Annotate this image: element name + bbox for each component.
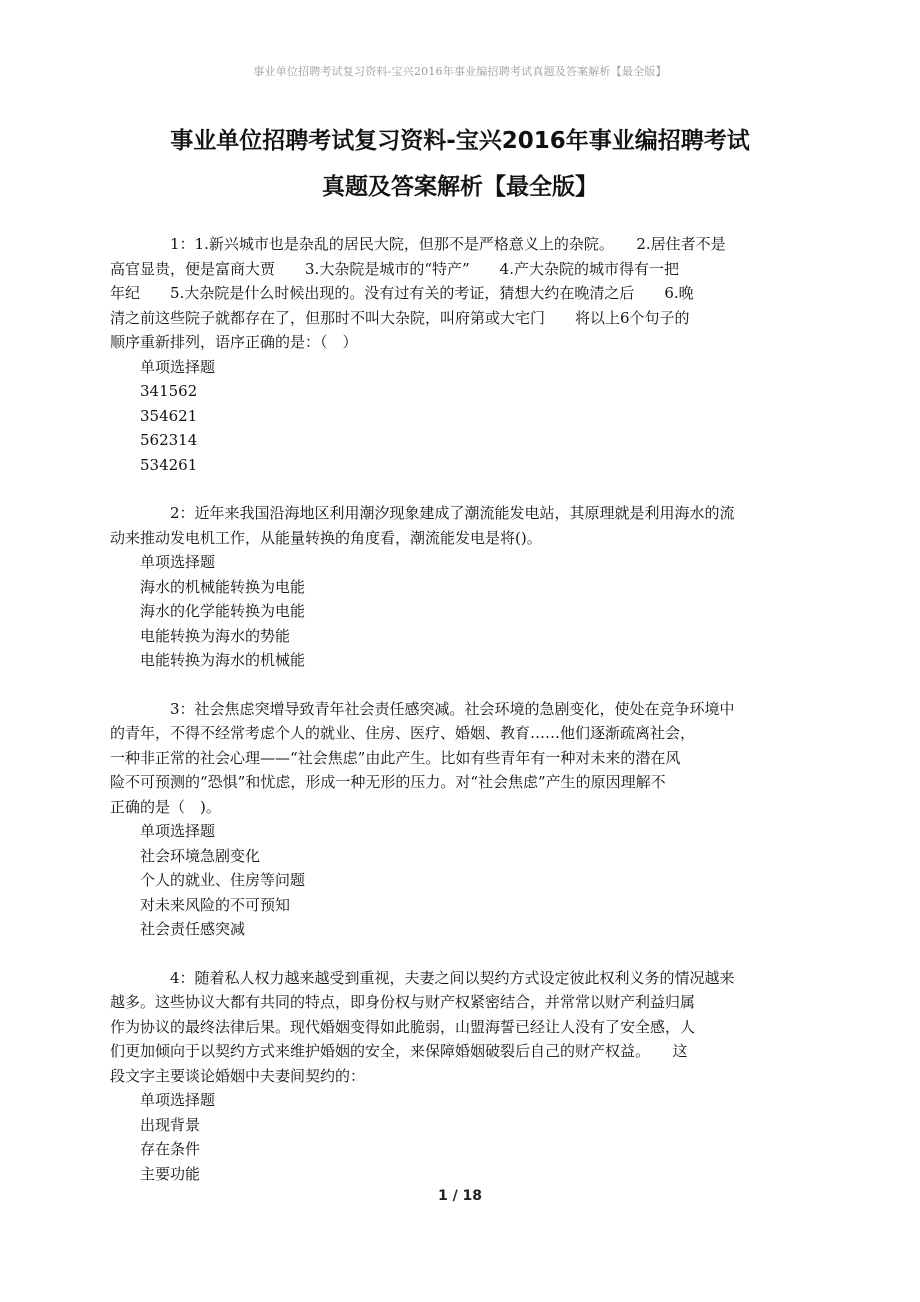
question-type-label: 单项选择题 bbox=[140, 357, 216, 376]
answer-option: 社会环境急剧变化 bbox=[140, 846, 261, 865]
answer-option: 341562 bbox=[140, 382, 198, 400]
question-type-label: 单项选择题 bbox=[140, 822, 216, 840]
question-block bbox=[110, 966, 782, 1187]
running-header: 事业单位招聘考试复习资料-宝兴2016年事业编招聘考试真题及答案解析【最全版】 bbox=[253, 65, 667, 78]
question-stem-line: 们更加倾向于以契约方式来维护婚姻的安全，来保障婚姻破裂后自己的财产权益。 这 bbox=[110, 1042, 688, 1060]
question-stem bbox=[110, 232, 782, 355]
answer-option: 主要功能 bbox=[140, 1164, 201, 1183]
question-stem-line: 年纪 5.大杂院是什么时候出现的。没有过有关的考证，猜想大约在晚清之后 6.晚 bbox=[110, 284, 694, 302]
question-stem-line: 1：1.新兴城市也是杂乱的居民大院，但那不是严格意义上的杂院。 2.居住者不是 bbox=[170, 235, 726, 253]
answer-option: 海水的机械能转换为电能 bbox=[140, 577, 306, 596]
question-stem-line: 作为协议的最终法律后果。现代婚姻变得如此脆弱，山盟海誓已经让人没有了安全感，人 bbox=[110, 1017, 696, 1036]
option-list bbox=[140, 1113, 782, 1187]
question-stem-line: 一种非正常的社会心理——“社会焦虑”由此产生。比如有些青年有一种对未来的潜在风 bbox=[110, 748, 681, 767]
question-stem bbox=[110, 966, 782, 1089]
question-stem-line: 清之前这些院子就都存在了，但那时不叫大杂院，叫府第或大宅门 将以上6个句子的 bbox=[110, 308, 690, 327]
document-title-line-2: 真题及答案解析【最全版】 bbox=[322, 174, 598, 200]
page-indicator: 1 / 18 bbox=[437, 1188, 483, 1204]
question-stem-line: 动来推动发电机工作，从能量转换的角度看，潮流能发电是将()。 bbox=[110, 528, 542, 547]
question-stem-line: 正确的是（ )。 bbox=[110, 797, 221, 816]
document-title-line-1: 事业单位招聘考试复习资料-宝兴2016年事业编招聘考试 bbox=[170, 128, 750, 154]
question-stem-line: 的青年，不得不经常考虑个人的就业、住房、医疗、婚姻、教育……他们逐渐疏离社会， bbox=[110, 724, 696, 742]
answer-option: 562314 bbox=[140, 431, 198, 449]
question-block bbox=[110, 501, 782, 673]
answer-option: 电能转换为海水的势能 bbox=[140, 626, 291, 645]
question-stem-line: 段文字主要谈论婚姻中夫妻间契约的： bbox=[110, 1066, 366, 1085]
option-list bbox=[140, 379, 782, 477]
question-stem-line: 顺序重新排列，语序正确的是：（ ） bbox=[110, 333, 358, 351]
question-stem-line: 2：近年来我国沿海地区利用潮汐现象建成了潮流能发电站，其原理就是利用海水的流 bbox=[170, 504, 735, 522]
answer-option: 社会责任感突减 bbox=[140, 920, 246, 938]
question-stem-line: 4：随着私人权力越来越受到重视，夫妻之间以契约方式设定彼此权利义务的情况越来 bbox=[170, 968, 735, 987]
answer-option: 电能转换为海水的机械能 bbox=[140, 651, 306, 669]
answer-option: 出现背景 bbox=[140, 1115, 201, 1134]
question-type-label: 单项选择题 bbox=[140, 1091, 216, 1109]
question-stem bbox=[110, 501, 782, 550]
question-stem-line: 高官显贵，便是富商大贾 3.大杂院是城市的“特产” 4.产大杂院的城市得有一把 bbox=[110, 259, 679, 278]
option-list bbox=[140, 844, 782, 942]
question-stem-line: 越多。这些协议大都有共同的特点，即身份权与财产权紧密结合，并常常以财产利益归属 bbox=[110, 993, 696, 1011]
answer-option: 个人的就业、住房等问题 bbox=[140, 871, 306, 889]
answer-option: 对未来风险的不可预知 bbox=[140, 895, 291, 914]
question-block bbox=[110, 232, 782, 477]
option-list bbox=[140, 575, 782, 673]
answer-option: 海水的化学能转换为电能 bbox=[140, 602, 306, 620]
answer-option: 存在条件 bbox=[140, 1140, 201, 1158]
question-stem-line: 3：社会焦虑突增导致青年社会责任感突减。社会环境的急剧变化，使处在竞争环境中 bbox=[170, 699, 735, 718]
question-stem-line: 险不可预测的“恐惧”和忧虑，形成一种无形的压力。对“社会焦虑”产生的原因理解不 bbox=[110, 773, 666, 791]
question-block bbox=[110, 697, 782, 942]
question-type-label: 单项选择题 bbox=[140, 553, 216, 571]
question-list bbox=[110, 232, 782, 1210]
answer-option: 354621 bbox=[140, 406, 198, 425]
answer-option: 534261 bbox=[140, 455, 198, 474]
question-stem bbox=[110, 697, 782, 820]
